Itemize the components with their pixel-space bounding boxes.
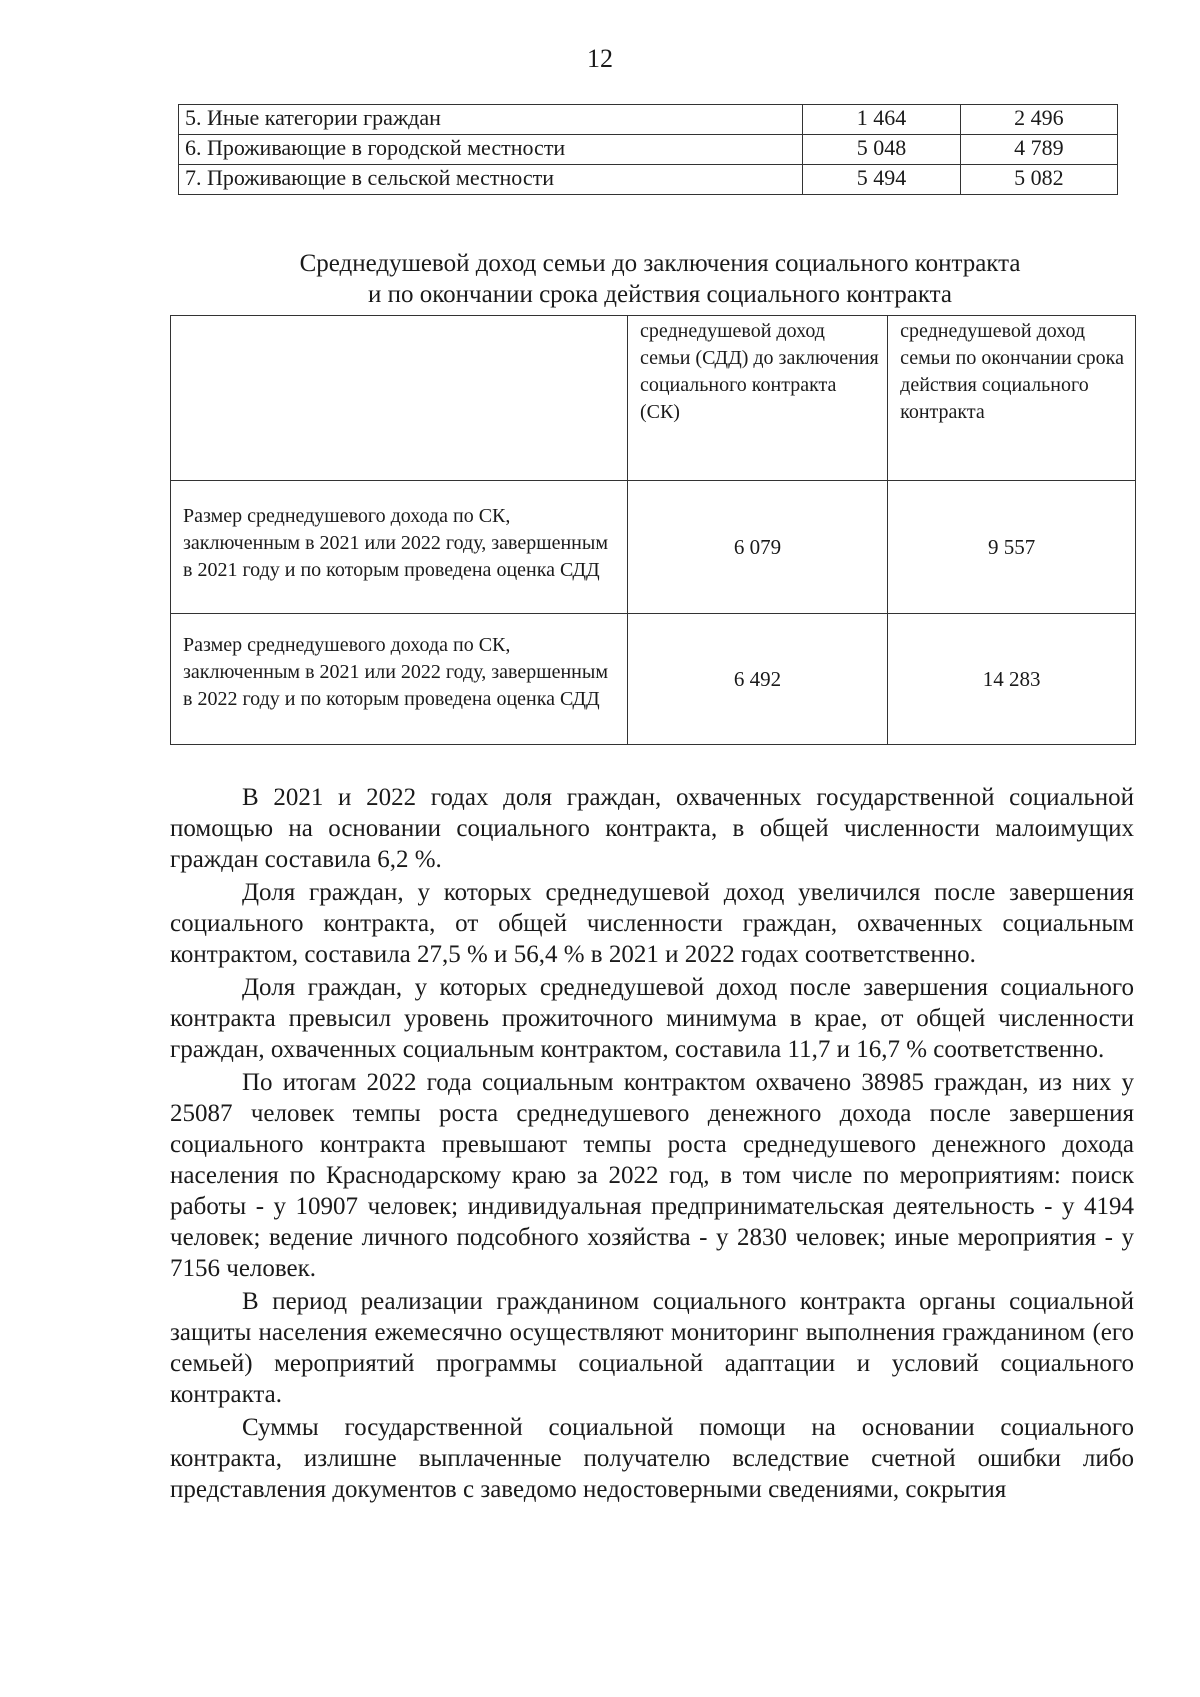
row-label: 5. Иные категории граждан <box>179 105 803 135</box>
header-after-contract: среднедушевой доход семьи по окончании срока действия социального контракта <box>888 316 1136 481</box>
category-table <box>178 104 1118 195</box>
paragraph: В 2021 и 2022 годах доля граждан, охваченных государственной социальной помощью на основании социального контракта, в общей численности малоимущих граждан составила 6,2 %. <box>170 784 1134 873</box>
table-row <box>179 135 1118 165</box>
value-before: 6 079 <box>627 481 887 614</box>
row-label: Размер среднедушевого дохода по СК, заключенным в 2021 или 2022 году, завершенным в 2021 году и по которым проведена оценка СДД <box>171 481 628 614</box>
row-value-2: 4 789 <box>960 135 1117 165</box>
paragraph: Доля граждан, у которых среднедушевой доход после завершения социального контракта превысил уровень прожиточного минимума в крае, от общей численности граждан, охваченных социальным контрактом, составила 11,7 и 16,7 % соответственно. <box>170 974 1134 1063</box>
section-title-line-2: и по окончании срока действия социального контракта <box>368 281 952 308</box>
paragraph: Суммы государственной социальной помощи на основании социального контракта, излишне выплаченные получателю вследствие счетной ошибки либо представления документов с заведомо недостоверными сведениями, сокрытия <box>170 1414 1134 1503</box>
section-title <box>160 248 1160 310</box>
table-row <box>179 165 1118 195</box>
page-number: 12 <box>587 44 613 73</box>
row-value-1: 1 464 <box>803 105 960 135</box>
table-row <box>171 481 1136 614</box>
table-row <box>171 614 1136 745</box>
row-label: Размер среднедушевого дохода по СК, заключенным в 2021 или 2022 году, завершенным в 2022 году и по которым проведена оценка СДД <box>171 614 628 745</box>
value-after: 9 557 <box>888 481 1136 614</box>
row-label: 6. Проживающие в городской местности <box>179 135 803 165</box>
row-value-1: 5 048 <box>803 135 960 165</box>
body-text <box>170 782 1134 1505</box>
row-value-2: 2 496 <box>960 105 1117 135</box>
section-title-line-1: Среднедушевой доход семьи до заключения социального контракта <box>299 250 1021 277</box>
paragraph: По итогам 2022 года социальным контрактом охвачено 38985 граждан, из них у 25087 человек темпы роста среднедушевого денежного дохода после завершения социального контракта превышают темпы роста среднедушевого денежного дохода населения по Краснодарскому краю за 2022 год, в том числе по мероприятиям: поиск работы - у 10907 человек; индивидуальная предпринимательская деятельность - у 4194 человек; ведение личного подсобного хозяйства - у 2830 человек; иные мероприятия - у 7156 человек. <box>170 1069 1134 1282</box>
paragraph: В период реализации гражданином социального контракта органы социальной защиты населения ежемесячно осуществляют мониторинг выполнения гражданином (его семьей) мероприятий программы социальной адаптации и условий социального контракта. <box>170 1288 1134 1408</box>
income-table <box>170 315 1136 745</box>
paragraph: Доля граждан, у которых среднедушевой доход увеличился после завершения социального контракта, от общей численности граждан, охваченных социальным контрактом, составила 27,5 % и 56,4 % в 2021 и 2022 годах соответственно. <box>170 879 1134 968</box>
value-before: 6 492 <box>627 614 887 745</box>
row-label: 7. Проживающие в сельской местности <box>179 165 803 195</box>
table-header-row <box>171 316 1136 481</box>
row-value-2: 5 082 <box>960 165 1117 195</box>
table-row <box>179 105 1118 135</box>
header-empty-cell <box>171 316 628 481</box>
header-before-contract: среднедушевой доход семьи (СДД) до заключения социального контракта (СК) <box>627 316 887 481</box>
value-after: 14 283 <box>888 614 1136 745</box>
row-value-1: 5 494 <box>803 165 960 195</box>
